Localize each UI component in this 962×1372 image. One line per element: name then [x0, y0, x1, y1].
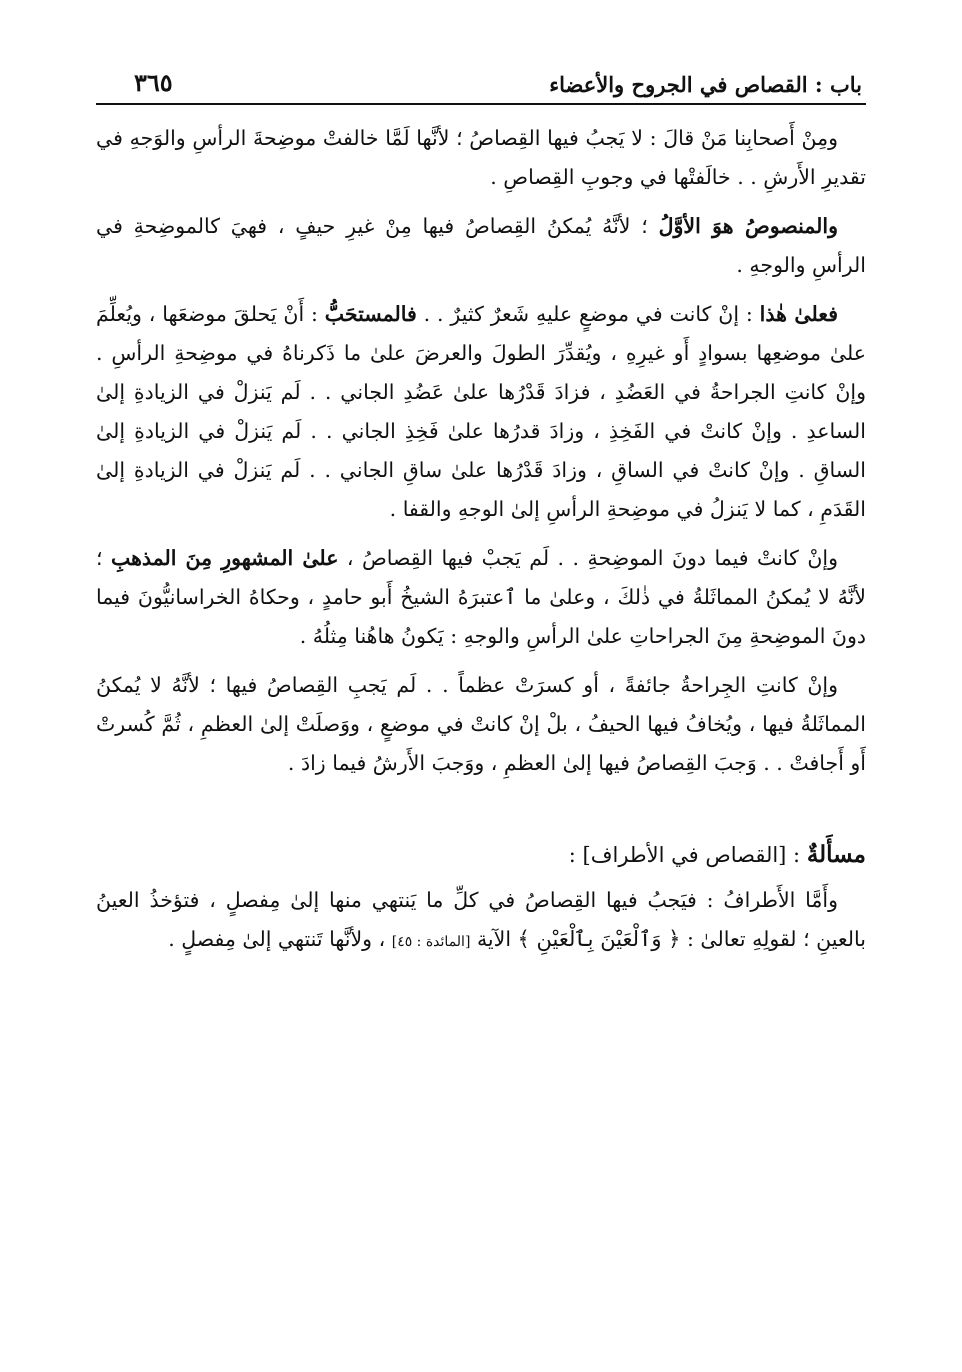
bold-phrase: فالمستحَبُّ	[324, 302, 417, 326]
quran-verse: ﴿ وَٱلْعَيْنَ بِٱلْعَيْنِ ﴾	[517, 927, 681, 951]
paragraph-6	[96, 881, 866, 962]
issue-label: مسأَلةٌ	[806, 841, 866, 868]
paragraph-text: ، ولأنَّها تَنتهي إلىٰ مِفصلٍ .	[168, 927, 392, 951]
paragraph-5	[96, 666, 866, 783]
paragraph-text: وإنْ كانتِ الجِراحةُ جائفةً ، أو كسرَتْ عظماً . . لَم يَجبِ القِصاصُ فيها ؛ لأنَّهُ لا يُمكنُ المماثَلةُ فيها ، ويُخافُ فيها الحيفُ ، بلْ إنْ كانتْ في موضعٍ ، ووَصلَتْ إلىٰ العظمِ ، ثُمَّ كُسرتْ أَو أَجافتْ . . وَجبَ القِصاصُ فيها إلىٰ العظمِ ، ووَجبَ الأَرشُ فيما زادَ .	[96, 673, 866, 775]
paragraph-text: وأَمَّا الأَطرافُ : فيَجبُ فيها القِصاصُ في كلِّ ما يَنتهي منها إلىٰ مِفصلٍ ، فتؤخذُ العينُ بالعينِ ؛ لقولِهِ تعالىٰ :	[96, 888, 866, 951]
paragraph-4	[96, 539, 866, 656]
page-content	[96, 119, 866, 962]
bold-phrase: علىٰ المشهورِ مِنَ المذهبِ	[110, 546, 339, 570]
paragraph-text: ؛ لأنَّهُ لا يُمكنُ المماثَلةُ في ذٰلكَ ، وعلىٰ ما ٱعتبرَهُ الشيخُ أَبو حامدٍ ، وحكاهُ الخراسانيُّونَ فيما دونَ الموضِحةِ مِنَ الجراحاتِ علىٰ الرأسِ والوجهِ : يَكونُ هاهُنا مِثلُهُ .	[96, 546, 866, 648]
page-header	[96, 68, 866, 105]
paragraph-text: : أَنْ يَحلقَ موضعَها ، ويُعلِّمَ علىٰ موضعِها بسوادٍ أَو غيرِهِ ، ويُقدِّرَ الطولَ والعرضَ علىٰ ما ذَكرناهُ في موضِحةِ الرأسِ . وإنْ كانتِ الجراحةُ في العَضُدِ ، فزادَ قَدْرُها علىٰ عَضُدِ الجاني . . لَم يَنزلْ في الزيادةِ إلىٰ الساعدِ . وإنْ كانتْ في الفَخِذِ ، وزادَ قدرُها علىٰ فَخِذِ الجاني . . لَم يَنزلْ في الزيادةِ إلىٰ الساقِ . وإنْ كانتْ في الساقِ ، وزادَ قَدْرُها علىٰ ساقِ الجاني . . لَم يَنزلْ في الزيادةِ إلىٰ القَدَمِ ، كما لا يَنزلُ في موضِحةِ الرأسِ إلىٰ الوجهِ والقفا .	[96, 302, 866, 521]
verse-reference: [المائدة : ٤٥]	[391, 934, 471, 950]
paragraph-text: ؛ لأنَّهُ يُمكنُ القِصاصُ فيها مِنْ غيرِ حيفٍ ، فهيَ كالموضِحةِ في الرأسِ والوجهِ .	[96, 214, 866, 277]
book-page	[96, 68, 866, 1332]
bold-lead: فعلىٰ هٰذا	[759, 302, 838, 326]
paragraph-2	[96, 207, 866, 285]
paragraph-text: وإنْ كانتْ فيما دونَ الموضِحةِ . . لَم يَجبْ فيها القِصاصُ ،	[338, 546, 838, 570]
issue-title: : [القصاص في الأطراف] :	[568, 843, 807, 867]
paragraph-3	[96, 295, 866, 529]
paragraph-text: ومِنْ أَصحابِنا مَنْ قالَ : لا يَجبُ فيها القِصاصُ ؛ لأنَّها لَمَّا خالفتْ موضِحةَ الرأسِ والوَجهِ في تقديرِ الأَرشِ . . خالَفتْها في وجوبِ القِصاصِ .	[96, 126, 866, 189]
paragraph-text: الآية	[470, 927, 518, 951]
paragraph-1	[96, 119, 866, 197]
page-number: ٣٦٥	[134, 68, 173, 97]
bold-lead: والمنصوصُ هوَ الأوَّلُ	[658, 214, 838, 238]
paragraph-text: : إنْ كانت في موضعٍ عليهِ شَعرٌ كثيرٌ . .	[416, 302, 760, 326]
chapter-title: باب : القصاص في الجروح والأعضاء	[549, 72, 862, 97]
issue-heading	[96, 835, 866, 875]
